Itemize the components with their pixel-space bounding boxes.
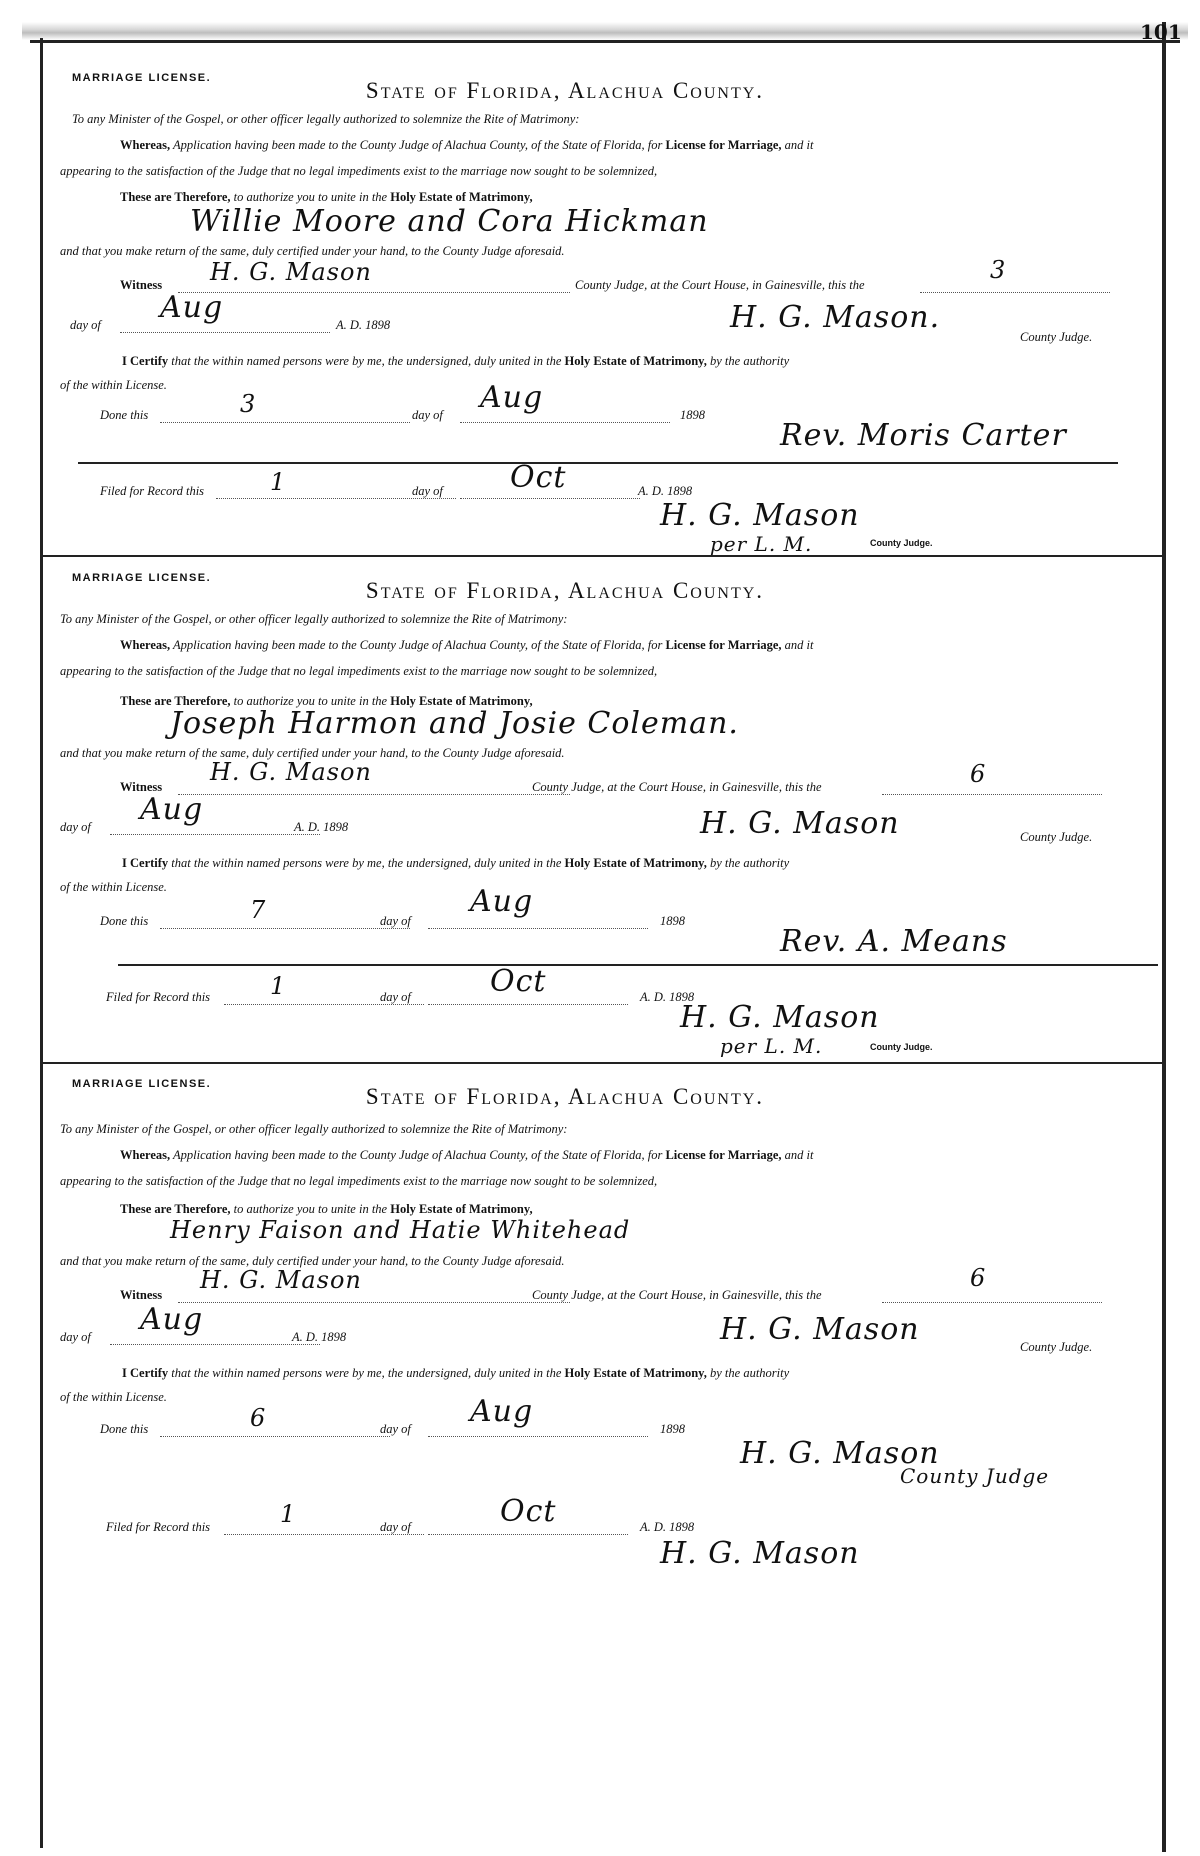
certify-keyword: I Certify: [122, 1366, 169, 1380]
license-title: State of Florida, Alachua County.: [365, 1084, 765, 1109]
license-title: State of Florida, Alachua County.: [365, 578, 765, 603]
filed-label: Filed for Record this: [106, 990, 211, 1004]
certify-line: [122, 856, 789, 871]
filed-month-dotline: [428, 1534, 628, 1535]
whereas-text: Application having been made to the County Judge of Alachua County, of the State of Florida, for: [173, 1148, 663, 1162]
done-day-of: day of: [380, 1422, 411, 1436]
whereas-line: [120, 1148, 813, 1163]
done-year: 1898: [660, 914, 685, 928]
done-month-dotline: [428, 1436, 648, 1437]
license-month: Aug: [140, 1302, 204, 1337]
license-for-marriage: License for Marriage,: [665, 138, 782, 152]
done-month: Aug: [480, 380, 544, 415]
done-day: 6: [250, 1404, 267, 1432]
done-year: 1898: [660, 1422, 685, 1436]
month-dotline: [120, 332, 330, 333]
done-this-label: Done this: [100, 914, 149, 928]
holy-estate: Holy Estate of Matrimony,: [564, 856, 707, 870]
filed-day: 1: [280, 1500, 297, 1528]
filed-day: 1: [270, 468, 287, 496]
whereas-text: Application having been made to the County Judge of Alachua County, of the State of Florida, for: [173, 638, 663, 652]
done-day-of: day of: [380, 914, 411, 928]
witness-rest: County Judge, at the Court House, in Gainesville, this the: [532, 1288, 822, 1302]
witness-day: 3: [990, 256, 1007, 284]
license-separator-1: [40, 555, 1162, 557]
of-within-license: of the within License.: [60, 1390, 167, 1404]
holy-estate: Holy Estate of Matrimony,: [390, 1202, 533, 1216]
ad-year: A. D. 1898: [292, 1330, 347, 1344]
these-keyword: These are Therefore,: [120, 1202, 231, 1216]
certify-line: [122, 354, 789, 369]
day-of-label: day of: [70, 318, 101, 332]
marriage-license-2: [40, 560, 1162, 1060]
couple-names: Willie Moore and Cora Hickman: [190, 204, 709, 239]
witness-dotline: [178, 794, 570, 795]
these-text: to authorize you to unite in the: [233, 1202, 388, 1216]
whereas-line: [120, 638, 813, 653]
done-this-label: Done this: [100, 408, 149, 422]
done-this-label: Done this: [100, 1422, 149, 1436]
ad-year: A. D. 1898: [336, 318, 391, 332]
filed-signature: H. G. Mason: [660, 1536, 860, 1571]
of-within-license: of the within License.: [60, 880, 167, 894]
certify-line: [122, 1366, 789, 1381]
certify-text: that the within named persons were by me, the undersigned, duly united in the: [171, 856, 562, 870]
and-it: and it: [784, 638, 814, 652]
scan-top-edge: [22, 22, 1188, 40]
done-month-dotline: [428, 928, 648, 929]
done-month: Aug: [470, 884, 534, 919]
filed-per: per L. M.: [720, 1034, 823, 1058]
by-authority: by the authority: [710, 354, 790, 368]
done-year: 1898: [680, 408, 705, 422]
these-text: to authorize you to unite in the: [233, 190, 388, 204]
appearing-line: appearing to the satisfaction of the Judge that no legal impediments exist to the marriage now sought to be solemnized,: [60, 1174, 658, 1188]
to-any-minister: To any Minister of the Gospel, or other officer legally authorized to solemnize the Rite of Matrimony:: [72, 112, 580, 126]
day-of-label: day of: [60, 1330, 91, 1344]
officiant-signature: H. G. Mason: [740, 1436, 940, 1471]
holy-estate: Holy Estate of Matrimony,: [564, 1366, 707, 1380]
witness-label: Witness: [120, 1288, 163, 1302]
return-line: and that you make return of the same, duly certified under your hand, to the County Judge aforesaid.: [60, 746, 565, 760]
filed-separator: [118, 964, 1158, 966]
and-it: and it: [784, 138, 814, 152]
filed-county-judge: County Judge.: [870, 1042, 933, 1052]
filed-county-judge: County Judge.: [870, 538, 933, 548]
return-line: and that you make return of the same, duly certified under your hand, to the County Judge aforesaid.: [60, 244, 565, 258]
license-separator-2: [40, 1062, 1162, 1064]
witness-name: H. G. Mason: [210, 258, 372, 286]
license-label: MARRIAGE LICENSE.: [72, 72, 212, 84]
filed-day: 1: [270, 972, 287, 1000]
top-rule: [30, 40, 1180, 43]
witness-day-dotline: [882, 794, 1102, 795]
witness-rest: County Judge, at the Court House, in Gainesville, this the: [532, 780, 822, 794]
license-title: State of Florida, Alachua County.: [365, 78, 765, 103]
holy-estate: Holy Estate of Matrimony,: [390, 694, 533, 708]
license-for-marriage: License for Marriage,: [665, 638, 782, 652]
done-day: 3: [240, 390, 257, 418]
judge-signature: H. G. Mason.: [730, 300, 941, 335]
witness-label: Witness: [120, 278, 163, 292]
done-month: Aug: [470, 1394, 534, 1429]
filed-year: A. D. 1898: [638, 484, 693, 498]
page-number: 101: [1140, 20, 1182, 44]
license-month: Aug: [140, 792, 204, 827]
these-are-therefore-line: [120, 1202, 533, 1217]
ad-year: A. D. 1898: [294, 820, 349, 834]
to-any-minister: To any Minister of the Gospel, or other officer legally authorized to solemnize the Rite of Matrimony:: [60, 1122, 568, 1136]
filed-label: Filed for Record this: [106, 1520, 211, 1534]
certify-text: that the within named persons were by me, the undersigned, duly united in the: [171, 354, 562, 368]
these-keyword: These are Therefore,: [120, 190, 231, 204]
whereas-keyword: Whereas,: [120, 138, 171, 152]
by-authority: by the authority: [710, 1366, 790, 1380]
filed-per: per L. M.: [710, 532, 813, 556]
county-judge-label: County Judge.: [1020, 830, 1093, 844]
filed-month: Oct: [500, 1494, 557, 1529]
couple-names: Joseph Harmon and Josie Coleman.: [170, 706, 739, 741]
witness-day: 6: [970, 760, 987, 788]
filed-separator: [78, 462, 1118, 464]
whereas-text: Application having been made to the County Judge of Alachua County, of the State of Florida, for: [173, 138, 663, 152]
marriage-license-3: [40, 1066, 1162, 1856]
license-label: MARRIAGE LICENSE.: [72, 1078, 212, 1090]
filed-day-of: day of: [380, 1520, 411, 1534]
certify-keyword: I Certify: [122, 856, 169, 870]
officiant-signature: Rev. A. Means: [780, 924, 1008, 959]
filed-year: A. D. 1898: [640, 1520, 695, 1534]
appearing-line: appearing to the satisfaction of the Judge that no legal impediments exist to the marriage now sought to be solemnized,: [60, 164, 658, 178]
witness-dotline: [178, 1302, 570, 1303]
filed-month: Oct: [490, 964, 547, 999]
done-day: 7: [250, 896, 267, 924]
filed-signature: H. G. Mason: [660, 498, 860, 533]
judge-signature: H. G. Mason: [700, 806, 900, 841]
officiant-signature: Rev. Moris Carter: [780, 418, 1067, 453]
certify-text: that the within named persons were by me, the undersigned, duly united in the: [171, 1366, 562, 1380]
witness-day: 6: [970, 1264, 987, 1292]
witness-label: Witness: [120, 780, 163, 794]
month-dotline: [110, 1344, 320, 1345]
whereas-keyword: Whereas,: [120, 638, 171, 652]
county-judge-label: County Judge.: [1020, 1340, 1093, 1354]
month-dotline: [110, 834, 320, 835]
these-keyword: These are Therefore,: [120, 694, 231, 708]
witness-dotline: [178, 292, 570, 293]
filed-signature: H. G. Mason: [680, 1000, 880, 1035]
to-any-minister: To any Minister of the Gospel, or other officer legally authorized to solemnize the Rite of Matrimony:: [60, 612, 568, 626]
and-it: and it: [784, 1148, 814, 1162]
witness-day-dotline: [920, 292, 1110, 293]
marriage-license-1: [40, 60, 1162, 560]
of-within-license: of the within License.: [60, 378, 167, 392]
witness-name: H. G. Mason: [210, 758, 372, 786]
judge-signature: H. G. Mason: [720, 1312, 920, 1347]
filed-day-of: day of: [380, 990, 411, 1004]
whereas-line: [120, 138, 813, 153]
certify-keyword: I Certify: [122, 354, 169, 368]
done-day-dotline: [160, 928, 410, 929]
witness-name: H. G. Mason: [200, 1266, 362, 1294]
filed-month: Oct: [510, 460, 567, 495]
filed-day-of: day of: [412, 484, 443, 498]
these-text: to authorize you to unite in the: [233, 694, 388, 708]
officiant-title: County Judge: [900, 1464, 1050, 1488]
couple-names: Henry Faison and Hatie Whitehead: [170, 1216, 631, 1244]
return-line: and that you make return of the same, duly certified under your hand, to the County Judge aforesaid.: [60, 1254, 565, 1268]
right-margin-rule: [1162, 22, 1166, 1852]
by-authority: by the authority: [710, 856, 790, 870]
holy-estate: Holy Estate of Matrimony,: [564, 354, 707, 368]
done-day-of: day of: [412, 408, 443, 422]
witness-rest: County Judge, at the Court House, in Gainesville, this the: [575, 278, 865, 292]
filed-label: Filed for Record this: [100, 484, 205, 498]
done-day-dotline: [160, 422, 410, 423]
these-are-therefore-line: [120, 190, 533, 205]
license-label: MARRIAGE LICENSE.: [72, 572, 212, 584]
appearing-line: appearing to the satisfaction of the Judge that no legal impediments exist to the marriage now sought to be solemnized,: [60, 664, 658, 678]
holy-estate: Holy Estate of Matrimony,: [390, 190, 533, 204]
filed-month-dotline: [428, 1004, 628, 1005]
filed-month-dotline: [460, 498, 640, 499]
county-judge-label: County Judge.: [1020, 330, 1093, 344]
filed-year: A. D. 1898: [640, 990, 695, 1004]
done-month-dotline: [460, 422, 670, 423]
whereas-keyword: Whereas,: [120, 1148, 171, 1162]
license-for-marriage: License for Marriage,: [665, 1148, 782, 1162]
license-month: Aug: [160, 290, 224, 325]
day-of-label: day of: [60, 820, 91, 834]
done-day-dotline: [160, 1436, 390, 1437]
witness-day-dotline: [882, 1302, 1102, 1303]
